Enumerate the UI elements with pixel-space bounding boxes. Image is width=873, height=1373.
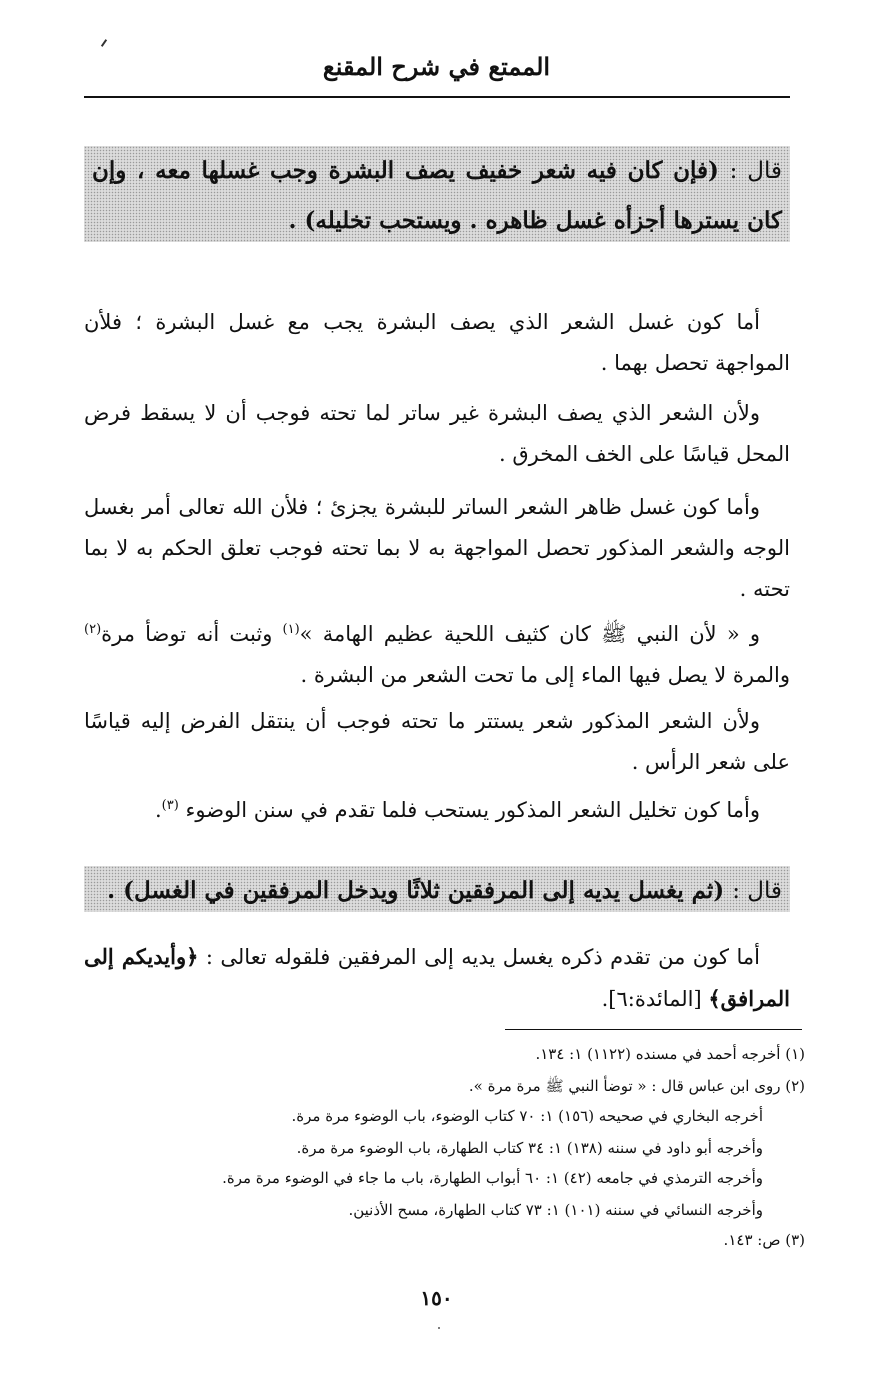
footnote-2-source-tirmidhi: وأخرجه الترمذي في جامعه (٤٢) ١: ٦٠ أبواب الطهارة، باب ما جاء في الوضوء مرة مرة.	[222, 1169, 763, 1187]
footnote-2: (٢) روى ابن عباس قال : « توضأ النبي ﷺ مرة مرة ».	[468, 1077, 805, 1095]
verse-reference: [المائدة:٦].	[601, 987, 709, 1011]
matn-text: (ثم يغسل يديه إلى المرفقين ثلاثًا ويدخل المرفقين في الغسل) .	[107, 877, 725, 904]
footnote-ref-3[interactable]: (٣)	[161, 798, 179, 813]
paragraph-6	[84, 790, 790, 831]
paragraph-2: ولأن الشعر الذي يصف البشرة غير ساتر لما تحته فوجب أن لا يسقط فرض المحل قياسًا على الخف المخرق .	[84, 401, 790, 466]
scan-speck	[438, 1327, 440, 1329]
footnote-2-source-abudawud: وأخرجه أبو داود في سننه (١٣٨) ١: ٣٤ كتاب الطهارة، باب الوضوء مرة مرة.	[296, 1139, 763, 1157]
matn-intro: قال :	[732, 878, 782, 904]
paragraph-7	[84, 936, 790, 1020]
paragraph-4-middle: وثبت أنه توضأ مرة	[101, 622, 283, 646]
paragraph-5: ولأن الشعر المذكور شعر يستتر ما تحته فوجب أن ينتقل الفرض إليه قياسًا على شعر الرأس .	[84, 709, 790, 774]
quran-verse: ﴿وأيديكم إلى المرافق﴾	[84, 944, 790, 1011]
paragraph-6-text: وأما كون تخليل الشعر المذكور يستحب فلما تقدم في سنن الوضوء	[178, 798, 760, 822]
header-rule	[84, 96, 790, 98]
footnote-divider	[505, 1029, 802, 1030]
footnote-2-source-nasai: وأخرجه النسائي في سننه (١٠١) ١: ٧٣ كتاب الطهارة، مسح الأذنين.	[348, 1201, 763, 1219]
matn-text: (فإن كان فيه شعر خفيف يصف البشرة وجب غسلها معه ، وإن كان يسترها أجزأه غسل ظاهره . ويستحب تخليله) .	[92, 157, 782, 234]
paragraph-7-text: أما كون من تقدم ذكره يغسل يديه إلى المرفقين فلقوله تعالى :	[198, 945, 760, 969]
pen-mark	[101, 39, 107, 47]
running-title: الممتع في شرح المقنع	[322, 52, 551, 81]
matn-intro: قال :	[729, 158, 782, 184]
paragraph-6-end: .	[154, 798, 162, 822]
paragraph-4	[84, 614, 790, 696]
matn-block-1	[84, 146, 790, 242]
footnote-3: (٣) ص: ١٤٣.	[723, 1231, 805, 1249]
matn-block-2	[84, 866, 790, 912]
paragraph-3: وأما كون غسل ظاهر الشعر الساتر للبشرة يجزئ ؛ فلأن الله تعالى أمر بغسل الوجه والشعر المذكور تحصل المواجهة به لا بما تحته فوجب تعلق الحكم به لا بما تحته .	[84, 495, 790, 601]
hadith-text: و « لأن النبي ﷺ كان كثيف اللحية عظيم الهامة »	[299, 622, 760, 646]
paragraph-4-end: والمرة لا يصل فيها الماء إلى ما تحت الشعر من البشرة .	[300, 663, 790, 687]
footnote-1: (١) أخرجه أحمد في مسنده (١١٢٢) ١: ١٣٤.	[535, 1045, 805, 1063]
page-number: ١٥٠	[420, 1286, 453, 1310]
paragraph-1: أما كون غسل الشعر الذي يصف البشرة يجب مع غسل البشرة ؛ فلأن المواجهة تحصل بهما .	[84, 310, 790, 375]
footnote-2-source-bukhari: أخرجه البخاري في صحيحه (١٥٦) ١: ٧٠ كتاب الوضوء، باب الوضوء مرة مرة.	[291, 1107, 763, 1125]
footnote-ref-2[interactable]: (٢)	[84, 622, 102, 637]
footnote-ref-1[interactable]: (١)	[282, 622, 300, 637]
